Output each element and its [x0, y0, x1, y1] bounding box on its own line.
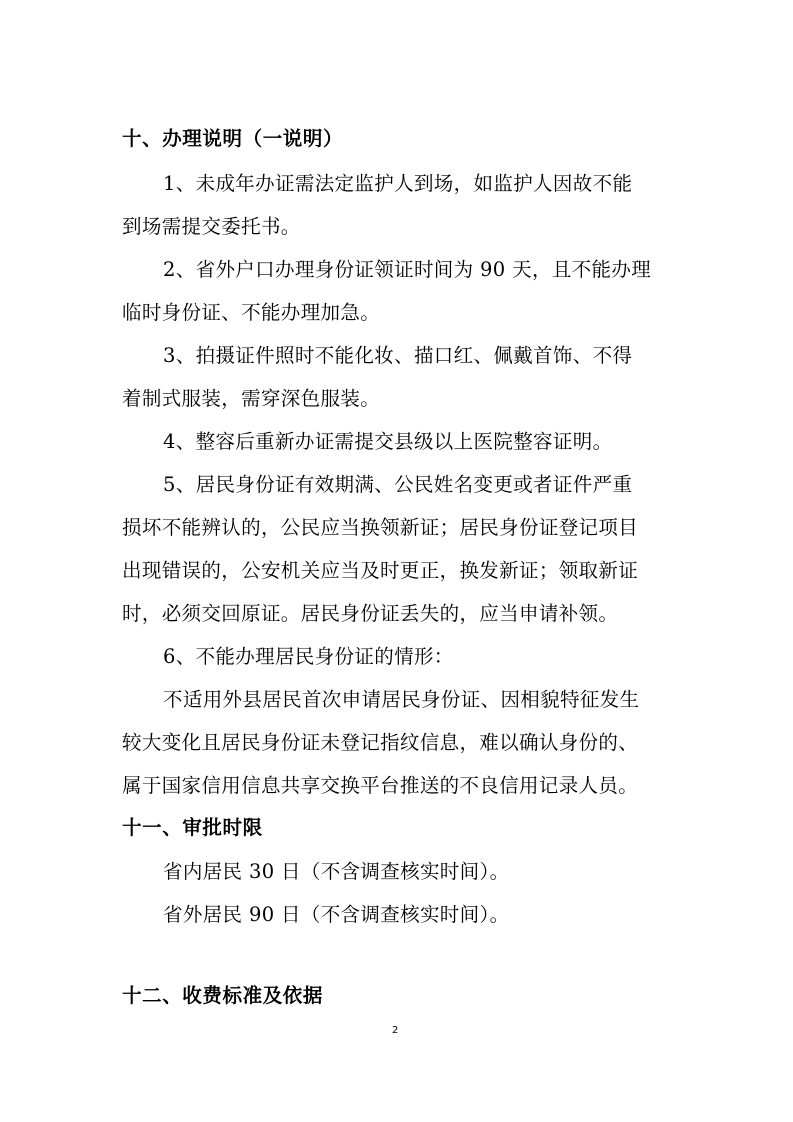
section-11-line-2: 省外居民 90 日（不含调查核实时间）。	[163, 903, 510, 926]
section-12-heading: 十二、收费标准及依据	[122, 984, 324, 1007]
item-6-line-3: 较大变化且居民身份证未登记指纹信息，难以确认身份的、	[122, 731, 639, 754]
item-5-line-4: 时，必须交回原证。居民身份证丢失的，应当申请补领。	[122, 602, 619, 625]
item-1-line-2: 到场需提交委托书。	[122, 215, 301, 238]
item-3-line-2: 着制式服装，需穿深色服装。	[122, 387, 381, 410]
item-5-line-1: 5、居民身份证有效期满、公民姓名变更或者证件严重	[163, 473, 633, 496]
item-2-line-1: 2、省外户口办理身份证领证时间为 90 天，且不能办理	[163, 258, 652, 281]
item-5-line-2: 损坏不能辨认的，公民应当换领新证；居民身份证登记项目	[122, 516, 639, 539]
page-number: 2	[392, 1025, 399, 1036]
item-6-line-2: 不适用外县居民首次申请居民身份证、因相貌特征发生	[163, 688, 640, 711]
item-3-line-1: 3、拍摄证件照时不能化妆、描口红、佩戴首饰、不得	[163, 344, 633, 367]
item-1-line-1: 1、未成年办证需法定监护人到场，如监护人因故不能	[163, 172, 633, 195]
item-2-line-2: 临时身份证、不能办理加急。	[122, 301, 381, 324]
item-5-line-3: 出现错误的，公安机关应当及时更正，换发新证；领取新证	[122, 559, 639, 582]
section-11-heading: 十一、审批时限	[122, 816, 263, 839]
section-10-heading: 十、办理说明（一说明）	[122, 127, 344, 150]
section-11-line-1: 省内居民 30 日（不含调查核实时间）。	[163, 860, 510, 883]
item-6-line-1: 6、不能办理居民身份证的情形：	[163, 645, 454, 668]
item-4-line-1: 4、整容后重新办证需提交县级以上医院整容证明。	[163, 430, 613, 453]
item-6-line-4: 属于国家信用信息共享交换平台推送的不良信用记录人员。	[122, 774, 639, 797]
